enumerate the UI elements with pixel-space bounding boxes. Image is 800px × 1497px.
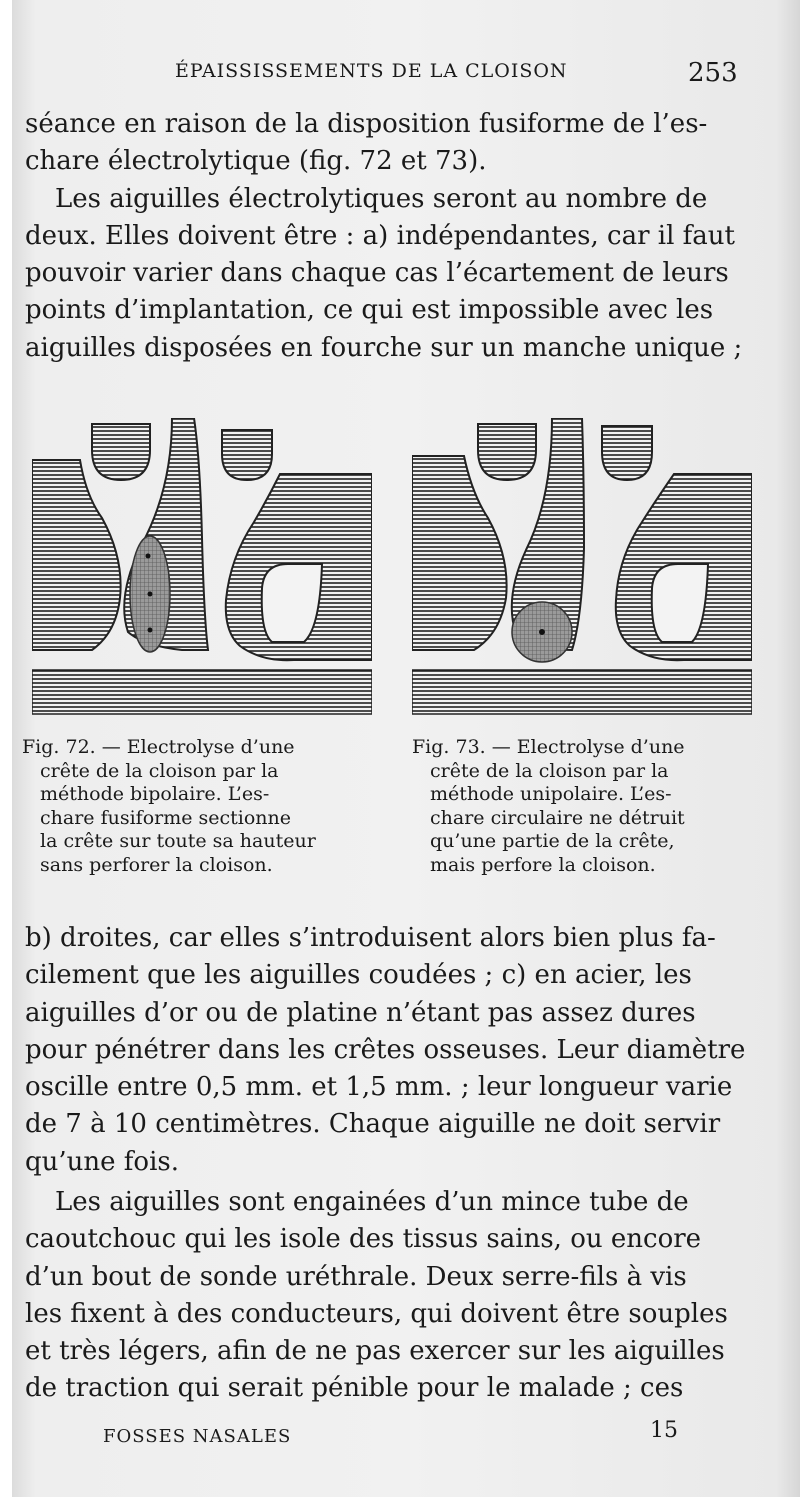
text-line: b) droites, car elles s’introduisent alors bien plus fa- [25,923,716,953]
caption-line: la crête sur toute sa hauteur [40,830,316,852]
caption-line: Fig. 72. — Electrolyse d’une [22,736,295,758]
caption-line: crête de la cloison par la [40,759,279,782]
caption-line: chare circulaire ne détruit [430,806,685,829]
text-line: d’un bout de sonde uréthrale. Deux serre-fils à vis [25,1261,687,1292]
paragraph-1 [25,106,743,367]
figure-73-caption [412,736,772,877]
caption-line: chare fusiforme sectionne [40,806,292,829]
text-line: deux. Elles doivent être : a) indépendantes, car il faut [25,220,735,251]
page-number: 253 [688,58,738,88]
footer-book-title: FOSSES NASALES [103,1426,292,1447]
text-line: aiguilles disposées en fourche sur un manche unique ; [25,332,743,363]
text-line: de traction qui serait pénible pour le malade ; ces [25,1373,684,1404]
caption-line: mais perfore la cloison. [430,853,656,876]
text-line: chare électrolytique (fig. 72 et 73). [25,146,487,177]
caption-line: crête de la cloison par la [430,759,669,782]
text-line: Les aiguilles électrolytiques seront au nombre de [55,183,708,214]
text-line: les fixent à des conducteurs, qui doivent être souples [25,1298,728,1329]
running-title: ÉPAISSISSEMENTS DE LA CLOISON [175,60,568,82]
text-line: qu’une fois. [25,1146,179,1177]
paragraph-2 [25,920,746,1181]
text-line: de 7 à 10 centimètres. Chaque aiguille ne doit servir [25,1109,721,1140]
text-line: points d’implantation, ce qui est impossible avec les [25,295,714,326]
text-line: cilement que les aiguilles coudées ; c) en acier, les [25,960,692,991]
figure-72-illustration [32,418,372,718]
text-line: pouvoir varier dans chaque cas l’écartement de leurs [25,258,729,289]
page-header [0,58,800,94]
text-line: et très légers, afin de ne pas exercer sur les aiguilles [25,1336,725,1367]
paragraph-3 [25,1184,740,1408]
caption-line: méthode bipolaire. L’es- [40,783,270,805]
caption-line: Fig. 73. — Electrolyse d’une [412,736,685,758]
caption-line: qu’une partie de la crête, [430,830,675,852]
text-line: séance en raison de la disposition fusiforme de l’es- [25,109,708,139]
figure-72-caption [22,736,382,877]
text-line: aiguilles d’or ou de platine n’étant pas assez dures [25,997,696,1028]
signature-mark: 15 [650,1418,678,1443]
caption-line: méthode unipolaire. L’es- [430,783,672,805]
text-line: pour pénétrer dans les crêtes osseuses. Leur diamètre [25,1034,746,1065]
text-line: caoutchouc qui les isole des tissus sains, ou encore [25,1224,702,1255]
text-line: Les aiguilles sont engainées d’un mince tube de [55,1187,689,1217]
text-line: oscille entre 0,5 mm. et 1,5 mm. ; leur longueur varie [25,1072,733,1103]
caption-line: sans perforer la cloison. [40,853,273,876]
figure-73-illustration [412,418,752,718]
